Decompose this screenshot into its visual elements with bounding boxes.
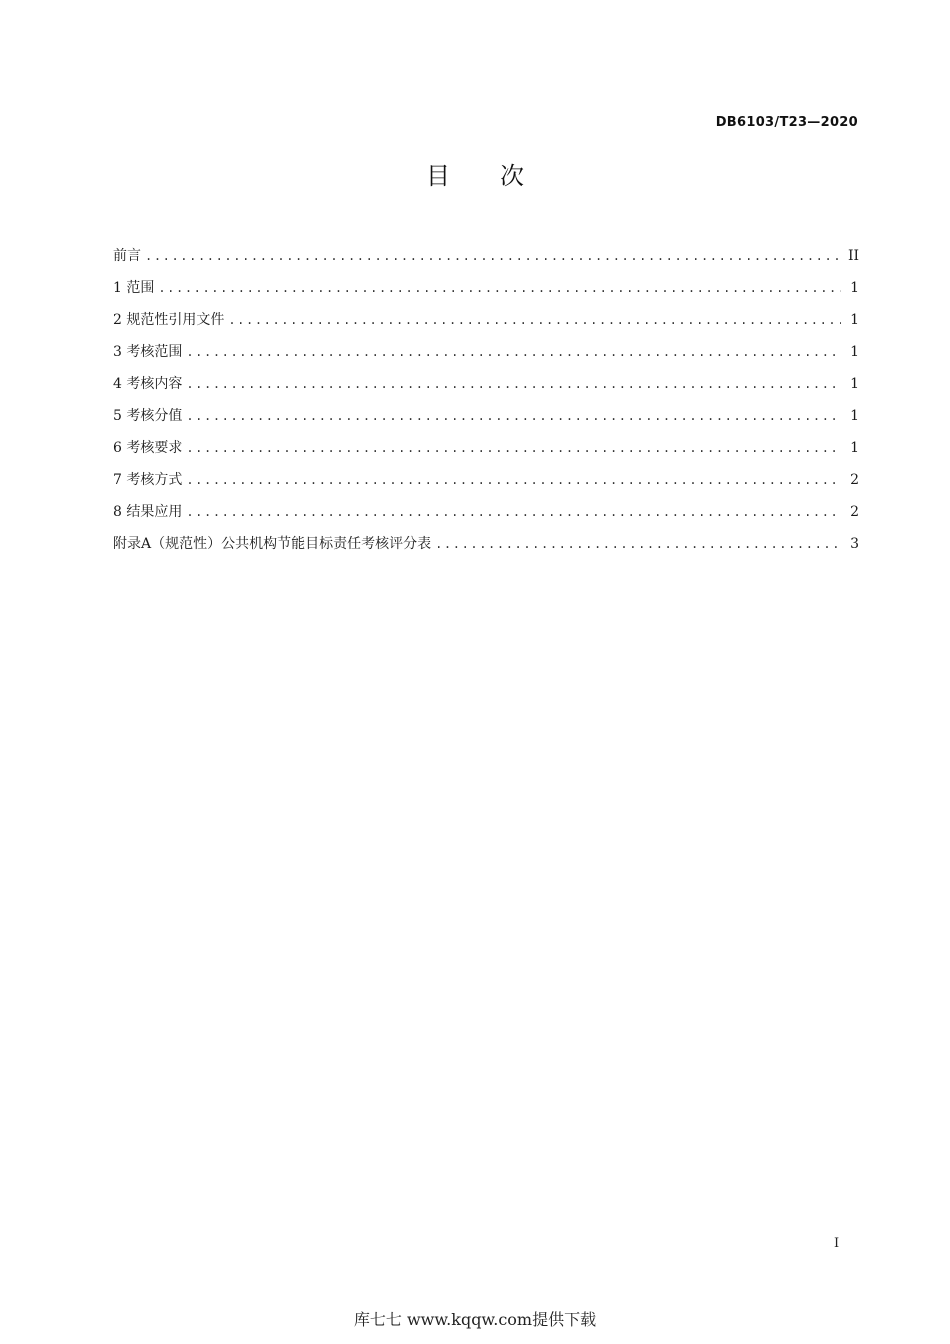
toc-dot-leader bbox=[145, 245, 840, 267]
toc-entry-page: 2 bbox=[850, 504, 859, 520]
toc-entry-assessment-scope[interactable] bbox=[113, 341, 859, 373]
toc-entry-assessment-content[interactable] bbox=[113, 373, 859, 405]
toc-entry-label: 6 考核要求 bbox=[113, 440, 183, 456]
toc-entry-page: 2 bbox=[850, 472, 859, 488]
toc-title-part2: 次 bbox=[500, 162, 524, 190]
toc-dot-leader bbox=[186, 469, 841, 491]
toc-dot-leader bbox=[186, 501, 841, 523]
toc-entry-label: 4 考核内容 bbox=[113, 376, 183, 392]
toc-entry-normative-references[interactable] bbox=[113, 309, 859, 341]
footer-watermark: 库七七 www.kqqw.com提供下载 bbox=[353, 1310, 597, 1329]
toc-entry-page: 3 bbox=[850, 536, 859, 552]
toc-entry-assessment-method[interactable] bbox=[113, 469, 859, 501]
toc-entry-page: 1 bbox=[850, 344, 859, 360]
toc-entry-page: 1 bbox=[850, 408, 859, 424]
toc-entry-label: 8 结果应用 bbox=[113, 504, 183, 520]
toc-title-part1: 目 bbox=[426, 162, 450, 190]
toc-entry-page: 1 bbox=[850, 280, 859, 296]
toc-entry-assessment-requirements[interactable] bbox=[113, 437, 859, 469]
toc-dot-leader bbox=[158, 277, 841, 299]
page-number: I bbox=[834, 1236, 840, 1251]
toc-entry-label: 附录A（规范性）公共机构节能目标责任考核评分表 bbox=[113, 536, 432, 552]
toc-entry-scope[interactable] bbox=[113, 277, 859, 309]
toc-dot-leader bbox=[435, 533, 841, 555]
toc-entry-label: 3 考核范围 bbox=[113, 344, 183, 360]
toc-entry-appendix-a[interactable] bbox=[113, 533, 859, 565]
toc-entry-result-application[interactable] bbox=[113, 501, 859, 533]
toc-entry-page: 1 bbox=[850, 440, 859, 456]
toc-entry-label: 2 规范性引用文件 bbox=[113, 312, 225, 328]
toc-entry-label: 前言 bbox=[113, 248, 141, 264]
toc-title bbox=[0, 156, 950, 191]
toc-entry-label: 7 考核方式 bbox=[113, 472, 183, 488]
toc-entry-assessment-score[interactable] bbox=[113, 405, 859, 437]
toc-entry-label: 5 考核分值 bbox=[113, 408, 183, 424]
toc-entry-page: 1 bbox=[850, 376, 859, 392]
toc-dot-leader bbox=[186, 341, 841, 363]
document-code: DB6103/T23—2020 bbox=[715, 115, 858, 130]
toc-entry-page: II bbox=[847, 248, 859, 264]
toc-dot-leader bbox=[186, 405, 841, 427]
toc-entry-label: 1 范围 bbox=[113, 280, 155, 296]
toc-dot-leader bbox=[228, 309, 841, 331]
toc-list bbox=[113, 245, 859, 565]
toc-entry-page: 1 bbox=[850, 312, 859, 328]
toc-dot-leader bbox=[186, 437, 841, 459]
toc-entry-foreword[interactable] bbox=[113, 245, 859, 277]
toc-dot-leader bbox=[186, 373, 841, 395]
